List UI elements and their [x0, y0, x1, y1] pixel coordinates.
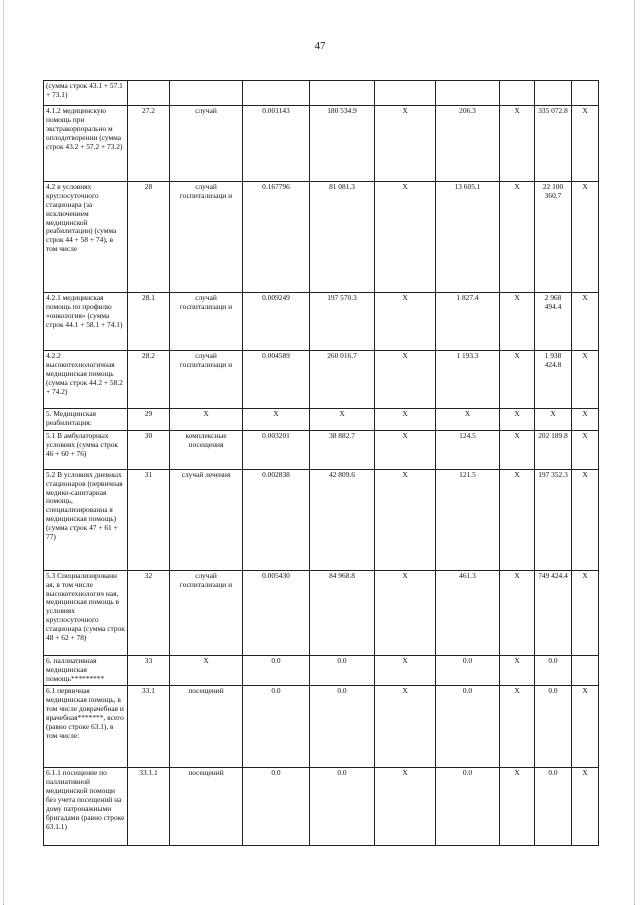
table-row — [44, 409, 599, 431]
cell-per_capita: 0.0 — [436, 686, 500, 768]
cell-x3: X — [572, 409, 599, 431]
cell-total: 335 072.8 — [535, 106, 572, 182]
cell-x2: X — [500, 106, 535, 182]
table-row — [44, 686, 599, 768]
table-row — [44, 81, 599, 106]
cell-x1 — [375, 81, 436, 106]
cell-norm_volume: 0.009249 — [243, 293, 310, 351]
cell-x3: X — [572, 430, 599, 469]
right-scan-edge — [634, 0, 637, 905]
cell-unit: случай госпитализаци и — [170, 293, 243, 351]
cell-per_capita: 0.0 — [436, 655, 500, 686]
cell-per_capita: 1 193.3 — [436, 351, 500, 409]
cell-row: 33.1.1 — [128, 768, 170, 846]
cell-unit: случай — [170, 106, 243, 182]
cell-norm_cost — [310, 81, 375, 106]
left-scan-edge — [3, 0, 6, 905]
cell-x2: X — [500, 293, 535, 351]
cell-per_capita: 0.0 — [436, 768, 500, 846]
cell-unit: случай лечения — [170, 469, 243, 570]
cell-per_capita: 1 827.4 — [436, 293, 500, 351]
cell-name: 6. паллиативная медицинская помощь********* — [44, 655, 128, 686]
cell-row: 28.2 — [128, 351, 170, 409]
cell-total: X — [535, 409, 572, 431]
cell-norm_volume — [243, 81, 310, 106]
cell-x1: X — [375, 686, 436, 768]
cell-name: 5.1 В амбулаторных условиях (сумма строк 46 + 60 + 76) — [44, 430, 128, 469]
cell-x1: X — [375, 106, 436, 182]
cell-norm_volume: 0.002838 — [243, 469, 310, 570]
cell-norm_cost: 197 570.3 — [310, 293, 375, 351]
cell-unit: X — [170, 655, 243, 686]
cell-norm_volume: 0.005430 — [243, 570, 310, 655]
cell-x2: X — [500, 351, 535, 409]
cell-x2: X — [500, 768, 535, 846]
cell-total: 749 424.4 — [535, 570, 572, 655]
cell-total: 0.0 — [535, 686, 572, 768]
cell-per_capita: 461.3 — [436, 570, 500, 655]
table-row — [44, 469, 599, 570]
cell-per_capita: X — [436, 409, 500, 431]
cell-row: 27.2 — [128, 106, 170, 182]
cell-norm_cost: 84 968.8 — [310, 570, 375, 655]
cell-unit: случай госпитализаци и — [170, 182, 243, 293]
cell-row: 31 — [128, 469, 170, 570]
cell-name: (сумма строк 43.1 + 57.1 + 73.1) — [44, 81, 128, 106]
cell-per_capita — [436, 81, 500, 106]
cell-norm_cost: 260 016.7 — [310, 351, 375, 409]
cell-total: 1 938 424.8 — [535, 351, 572, 409]
cell-norm_cost: 0.0 — [310, 655, 375, 686]
cell-per_capita: 124.5 — [436, 430, 500, 469]
cell-norm_cost: 38 882.7 — [310, 430, 375, 469]
cell-x3: X — [572, 469, 599, 570]
cell-name: 4.2.1 медицинская помощь по профилю «онкология» (сумма строк 44.1 + 58.1 + 74.1) — [44, 293, 128, 351]
table-row — [44, 106, 599, 182]
table-row — [44, 768, 599, 846]
cell-x2: X — [500, 469, 535, 570]
cell-x1: X — [375, 293, 436, 351]
cell-unit — [170, 81, 243, 106]
cell-total: 197 352.3 — [535, 469, 572, 570]
cell-unit: X — [170, 409, 243, 431]
cell-x3: X — [572, 768, 599, 846]
cell-name: 5. Медицинская реабилитация: — [44, 409, 128, 431]
cell-x2: X — [500, 655, 535, 686]
cell-norm_volume: X — [243, 409, 310, 431]
cell-x3: X — [572, 293, 599, 351]
table-row — [44, 570, 599, 655]
cell-norm_volume: 0.0 — [243, 686, 310, 768]
cell-row: 30 — [128, 430, 170, 469]
cell-unit: случай госпитализаци и — [170, 351, 243, 409]
cell-row: 33 — [128, 655, 170, 686]
cell-norm_volume: 0.001143 — [243, 106, 310, 182]
table-row — [44, 351, 599, 409]
cell-x1: X — [375, 409, 436, 431]
cell-x1: X — [375, 430, 436, 469]
cell-x3 — [572, 655, 599, 686]
cell-name: 5.3 Специализированн ая, в том числе высокотехнологич ная, медицинская помощь в условиях круглосуточного стационара (сумма строк 48 + 62 + 78) — [44, 570, 128, 655]
cell-x3: X — [572, 570, 599, 655]
table-body — [44, 81, 599, 846]
cell-x2: X — [500, 430, 535, 469]
cell-per_capita: 206.3 — [436, 106, 500, 182]
cell-x1: X — [375, 570, 436, 655]
cell-x2: X — [500, 182, 535, 293]
cell-x3: X — [572, 182, 599, 293]
cell-x2: X — [500, 570, 535, 655]
cell-row: 29 — [128, 409, 170, 431]
cell-unit: посещений — [170, 768, 243, 846]
table-row — [44, 182, 599, 293]
cell-x2: X — [500, 409, 535, 431]
cell-norm_volume: 0.0 — [243, 655, 310, 686]
cell-x3: X — [572, 351, 599, 409]
cell-row: 28 — [128, 182, 170, 293]
cell-per_capita: 13 605.1 — [436, 182, 500, 293]
cell-total: 22 100 360.7 — [535, 182, 572, 293]
cell-row: 33.1 — [128, 686, 170, 768]
cell-x1: X — [375, 655, 436, 686]
cell-norm_cost: 180 534.9 — [310, 106, 375, 182]
cell-total: 0.0 — [535, 655, 572, 686]
cell-norm_cost: 81 081.3 — [310, 182, 375, 293]
cell-norm_volume: 0.0 — [243, 768, 310, 846]
cell-norm_cost: 42 809.6 — [310, 469, 375, 570]
cell-name: 6.1 первичная медицинская помощь, в том числе доврачебная и врачебная*******, всего (равно строке 63.1), в том числе: — [44, 686, 128, 768]
cell-norm_volume: 0.167796 — [243, 182, 310, 293]
data-table — [43, 80, 599, 846]
cell-x3 — [572, 81, 599, 106]
cell-x2 — [500, 81, 535, 106]
cell-unit: комплексные посещения — [170, 430, 243, 469]
cell-row: 28.1 — [128, 293, 170, 351]
cell-name: 4.2.2 высокотехнологичная медицинская помощь (сумма строк 44.2 + 58.2 + 74.2) — [44, 351, 128, 409]
cell-norm_cost: X — [310, 409, 375, 431]
cell-per_capita: 121.5 — [436, 469, 500, 570]
cell-x3: X — [572, 686, 599, 768]
cell-x3: X — [572, 106, 599, 182]
table-row — [44, 430, 599, 469]
table-row — [44, 293, 599, 351]
cell-total: 0.0 — [535, 768, 572, 846]
cell-unit: посещений — [170, 686, 243, 768]
cell-total — [535, 81, 572, 106]
cell-total: 2 968 494.4 — [535, 293, 572, 351]
page-number: 47 — [314, 40, 326, 52]
cell-x1: X — [375, 182, 436, 293]
cell-unit: случай госпитализаци и — [170, 570, 243, 655]
table-row — [44, 655, 599, 686]
cell-x1: X — [375, 469, 436, 570]
cell-x2: X — [500, 686, 535, 768]
cell-row: 32 — [128, 570, 170, 655]
cell-norm_volume: 0.003201 — [243, 430, 310, 469]
cell-norm_cost: 0.0 — [310, 768, 375, 846]
cell-row — [128, 81, 170, 106]
cell-norm_volume: 0.004589 — [243, 351, 310, 409]
cell-name: 5.2 В условиях дневных стационаров (первичная медико-санитарная помощь, специализированна я медицинская помощь) (сумма строк 47 + 61 + 77) — [44, 469, 128, 570]
cell-x1: X — [375, 768, 436, 846]
cell-total: 202 189.8 — [535, 430, 572, 469]
cell-x1: X — [375, 351, 436, 409]
cell-name: 4.2 в условиях круглосуточного стационара (за исключением медицинской реабилитации) (сумма строк 44 + 58 + 74), в том числе — [44, 182, 128, 293]
cell-name: 4.1.2 медицинскую помощь при экстракорпорально м оплодотворении (сумма строк 43.2 + 57.2 + 73.2) — [44, 106, 128, 182]
cell-norm_cost: 0.0 — [310, 686, 375, 768]
cell-name: 6.1.1 посещение по паллиативной медицинской помощи без учета посещений на дому патронажными бригадами (равно строке 63.1.1) — [44, 768, 128, 846]
